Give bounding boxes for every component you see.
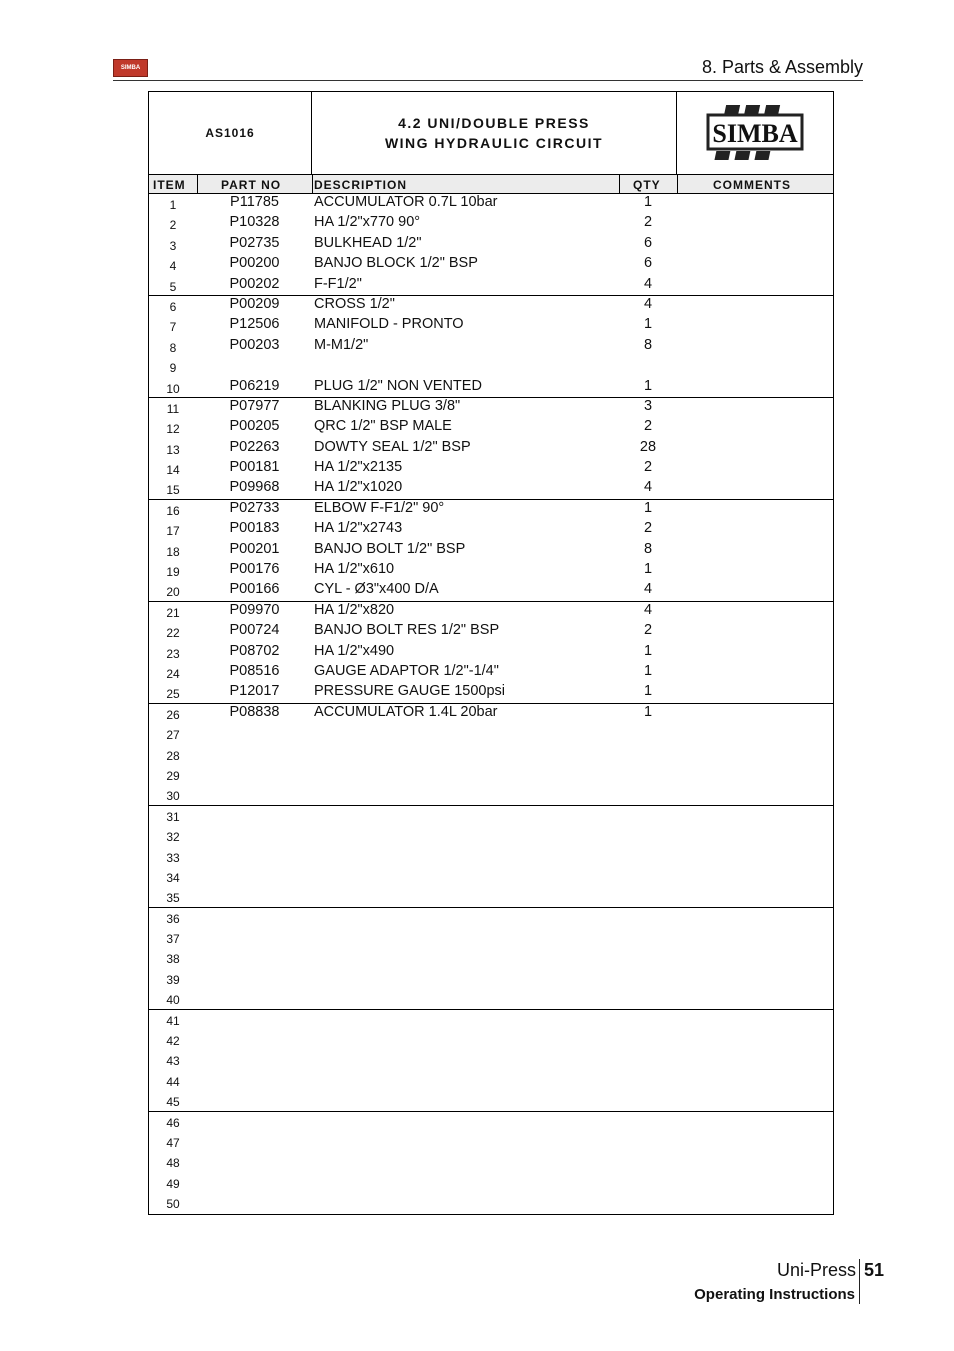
- table-row: [149, 479, 833, 499]
- cell-part-no: P02263: [229, 438, 280, 455]
- parts-sheet: [148, 91, 834, 1215]
- table-row: [149, 1030, 833, 1050]
- cell-item: 39: [166, 972, 180, 987]
- divider-desc: [619, 174, 620, 194]
- cell-description: HA 1/2"x610: [314, 561, 395, 578]
- cell-part-no: P08702: [229, 642, 280, 659]
- cell-part-no: P11785: [230, 194, 279, 210]
- cell-item: 1: [169, 198, 177, 212]
- title-block: [149, 92, 833, 174]
- cell-item: 50: [166, 1197, 180, 1212]
- cell-item: 49: [166, 1176, 180, 1191]
- cell-description: PLUG 1/2" NON VENTED: [314, 377, 482, 394]
- cell-qty: 2: [643, 520, 653, 537]
- cell-part-no: P00202: [229, 275, 280, 292]
- simba-logo-icon: [705, 101, 805, 165]
- cell-part-no: P00166: [229, 581, 280, 598]
- cell-qty: 1: [643, 642, 653, 659]
- table-row: [149, 1152, 833, 1172]
- table-row: [149, 847, 833, 867]
- cell-description: ACCUMULATOR 0.7L 10bar: [314, 194, 498, 210]
- cell-description: DOWTY SEAL 1/2" BSP: [314, 438, 471, 455]
- table-row: [149, 520, 833, 540]
- cell-item: 32: [166, 830, 180, 845]
- table-row: [149, 969, 833, 989]
- divider-qty: [677, 174, 678, 194]
- cell-item: 5: [169, 279, 177, 294]
- table-row: [149, 1173, 833, 1193]
- table-row: [149, 235, 833, 255]
- cell-qty: 4: [643, 479, 653, 496]
- cell-description: HA 1/2"x490: [314, 642, 395, 659]
- table-row: [149, 500, 833, 520]
- table-row: [149, 581, 833, 601]
- cell-description: CYL - Ø3"x400 D/A: [314, 581, 439, 598]
- cell-part-no: P00200: [229, 255, 280, 272]
- cell-item: 17: [166, 524, 180, 539]
- cell-description: CROSS 1/2": [314, 295, 395, 312]
- cell-item: 11: [166, 401, 180, 416]
- table-row: [149, 785, 833, 805]
- cell-qty: 1: [643, 561, 653, 578]
- footer-separator: [859, 1259, 860, 1304]
- cell-qty: 2: [643, 418, 653, 435]
- cell-item: 14: [166, 463, 180, 478]
- cell-description: BANJO BLOCK 1/2" BSP: [314, 255, 478, 272]
- cell-item: 4: [169, 259, 177, 274]
- cell-part-no: P00183: [229, 520, 280, 537]
- cell-item: 47: [166, 1135, 180, 1150]
- cell-item: 8: [169, 340, 177, 355]
- cell-item: 38: [166, 952, 180, 967]
- table-row: [149, 255, 833, 275]
- cell-item: 2: [169, 218, 177, 233]
- cell-part-no: P09970: [229, 601, 280, 618]
- cell-item: 33: [166, 850, 180, 865]
- page-number: 51: [864, 1260, 885, 1280]
- table-row: [149, 1112, 833, 1132]
- drawing-title: [312, 92, 677, 174]
- cell-qty: 3: [643, 397, 653, 414]
- cell-part-no: P09968: [229, 479, 280, 496]
- cell-item: 37: [166, 932, 180, 947]
- cell-item: 36: [166, 911, 180, 926]
- cell-item: 24: [166, 666, 180, 681]
- cell-item: 43: [166, 1054, 180, 1069]
- cell-item: 28: [166, 748, 180, 763]
- table-row: [149, 826, 833, 846]
- table-row: [149, 887, 833, 907]
- simba-header-logo: SIMBA: [113, 59, 148, 77]
- cell-item: 41: [166, 1013, 180, 1028]
- table-row: [149, 745, 833, 765]
- cell-description: BANJO BOLT 1/2" BSP: [314, 540, 466, 557]
- col-part-no: PART NO: [221, 178, 282, 192]
- cell-qty: 1: [643, 499, 653, 516]
- table-row: [149, 296, 833, 316]
- cell-qty: 1: [643, 377, 653, 394]
- cell-description: HA 1/2"x770 90°: [314, 214, 421, 231]
- cell-item: 46: [166, 1115, 180, 1130]
- cell-description: HA 1/2"x2743: [314, 520, 403, 537]
- table-row: [149, 908, 833, 928]
- cell-description: F-F1/2": [314, 275, 362, 292]
- cell-part-no: P02733: [229, 499, 280, 516]
- table-row: [149, 622, 833, 642]
- cell-item: 44: [166, 1074, 180, 1089]
- cell-qty: 1: [643, 683, 653, 700]
- cell-description: PRESSURE GAUGE 1500psi: [314, 683, 505, 700]
- cell-qty: 1: [643, 703, 653, 720]
- footer-product-name: Uni-Press: [776, 1260, 856, 1280]
- table-row: [149, 1010, 833, 1030]
- cell-part-no: P00176: [229, 561, 280, 578]
- cell-item: 18: [166, 544, 180, 559]
- logo-wordmark: SIMBA: [712, 119, 798, 148]
- table-row: [149, 704, 833, 724]
- cell-item: 34: [166, 870, 180, 885]
- divider-part: [312, 174, 313, 194]
- cell-item: 29: [166, 768, 180, 783]
- cell-qty: 8: [643, 540, 653, 557]
- cell-description: BANJO BOLT RES 1/2" BSP: [314, 622, 500, 639]
- cell-item: 7: [169, 320, 177, 335]
- cell-item: 27: [166, 728, 180, 743]
- footer-subtitle: Operating Instructions: [694, 1286, 855, 1303]
- col-description: DESCRIPTION: [314, 178, 408, 192]
- cell-part-no: P00181: [229, 459, 280, 476]
- cell-description: MANIFOLD - PRONTO: [314, 316, 464, 333]
- table-row: [149, 643, 833, 663]
- cell-part-no: P00724: [229, 622, 280, 639]
- cell-part-no: P00205: [229, 418, 280, 435]
- table-row: [149, 948, 833, 968]
- cell-item: 26: [166, 707, 180, 722]
- cell-part-no: P00203: [229, 336, 280, 353]
- title-line-1: 4.2 UNI/DOUBLE PRESS: [398, 115, 590, 131]
- cell-part-no: P06219: [229, 377, 280, 394]
- cell-description: QRC 1/2" BSP MALE: [314, 418, 452, 435]
- table-row: [149, 357, 833, 377]
- cell-item: 13: [166, 442, 180, 457]
- table-row: [149, 683, 833, 703]
- cell-description: HA 1/2"x2135: [314, 459, 403, 476]
- cell-qty: 1: [643, 662, 653, 679]
- cell-item: 3: [169, 238, 177, 253]
- cell-qty: 4: [643, 275, 653, 292]
- cell-qty: 6: [643, 234, 653, 251]
- cell-part-no: P08516: [229, 662, 280, 679]
- cell-description: BULKHEAD 1/2": [314, 234, 422, 251]
- cell-item: 30: [166, 789, 180, 804]
- table-row: [149, 276, 833, 296]
- table-row: [149, 1193, 833, 1213]
- cell-part-no: P12506: [229, 316, 280, 333]
- cell-qty: 1: [643, 316, 653, 333]
- cell-item: 19: [166, 565, 180, 580]
- cell-item: 40: [166, 993, 180, 1008]
- cell-part-no: P00201: [229, 540, 280, 557]
- cell-qty: 6: [643, 255, 653, 272]
- table-row: [149, 928, 833, 948]
- cell-qty: 2: [643, 622, 653, 639]
- cell-part-no: P12017: [229, 683, 280, 700]
- cell-part-no: P08838: [229, 703, 280, 720]
- table-row: [149, 806, 833, 826]
- table-row: [149, 561, 833, 581]
- header-divider: [113, 80, 863, 81]
- cell-item: 35: [166, 891, 180, 906]
- table-row: [149, 398, 833, 418]
- section-title: 8. Parts & Assembly: [701, 57, 863, 77]
- cell-description: HA 1/2"x820: [314, 601, 395, 618]
- column-header-row: [149, 174, 833, 194]
- table-row: [149, 602, 833, 622]
- cell-item: 6: [169, 299, 177, 314]
- table-row: [149, 418, 833, 438]
- simba-logo: [677, 92, 833, 174]
- cell-qty: 2: [643, 214, 653, 231]
- cell-item: 20: [166, 585, 180, 600]
- table-row: [149, 439, 833, 459]
- cell-item: 9: [169, 361, 177, 376]
- table-row: [149, 724, 833, 744]
- divider-item: [197, 174, 198, 194]
- table-row: [149, 1091, 833, 1111]
- col-comments: COMMENTS: [713, 178, 791, 192]
- cell-description: ACCUMULATOR 1.4L 20bar: [314, 703, 498, 720]
- cell-qty: 8: [643, 336, 653, 353]
- cell-description: HA 1/2"x1020: [314, 479, 403, 496]
- col-item: ITEM: [153, 178, 186, 192]
- cell-item: 16: [166, 503, 180, 518]
- cell-item: 48: [166, 1156, 180, 1171]
- table-row: [149, 337, 833, 357]
- cell-qty: 4: [643, 601, 653, 618]
- cell-description: ELBOW F-F1/2" 90°: [314, 499, 445, 516]
- cell-item: 22: [166, 626, 180, 641]
- table-row: [149, 541, 833, 561]
- title-line-2: WING HYDRAULIC CIRCUIT: [384, 135, 604, 151]
- cell-item: 15: [166, 483, 180, 498]
- cell-part-no: P02735: [229, 234, 280, 251]
- table-row: [149, 867, 833, 887]
- table-row: [149, 194, 833, 214]
- cell-item: 21: [166, 605, 180, 620]
- drawing-code: AS1016: [149, 92, 312, 174]
- cell-qty: 2: [643, 459, 653, 476]
- cell-item: 25: [166, 687, 180, 702]
- cell-item: 31: [166, 809, 180, 824]
- cell-description: M-M1/2": [314, 336, 369, 353]
- cell-qty: 1: [643, 194, 653, 210]
- cell-item: 42: [166, 1034, 180, 1049]
- table-row: [149, 1071, 833, 1091]
- table-row: [149, 316, 833, 336]
- parts-list: [149, 194, 833, 1214]
- cell-item: 10: [166, 381, 180, 396]
- cell-item: 45: [166, 1095, 180, 1110]
- cell-description: GAUGE ADAPTOR 1/2"-1/4": [314, 662, 499, 679]
- cell-item: 23: [166, 646, 180, 661]
- table-row: [149, 459, 833, 479]
- table-row: [149, 989, 833, 1009]
- table-row: [149, 663, 833, 683]
- cell-part-no: P00209: [229, 295, 280, 312]
- cell-item: 12: [166, 422, 180, 437]
- table-row: [149, 378, 833, 398]
- cell-qty: 28: [639, 438, 657, 455]
- cell-part-no: P10328: [229, 214, 280, 231]
- table-row: [149, 214, 833, 234]
- table-row: [149, 1132, 833, 1152]
- table-row: [149, 765, 833, 785]
- col-qty: QTY: [633, 178, 661, 192]
- cell-qty: 4: [643, 581, 653, 598]
- table-row: [149, 1050, 833, 1070]
- cell-qty: 4: [643, 295, 653, 312]
- cell-part-no: P07977: [229, 397, 280, 414]
- cell-description: BLANKING PLUG 3/8": [314, 397, 461, 414]
